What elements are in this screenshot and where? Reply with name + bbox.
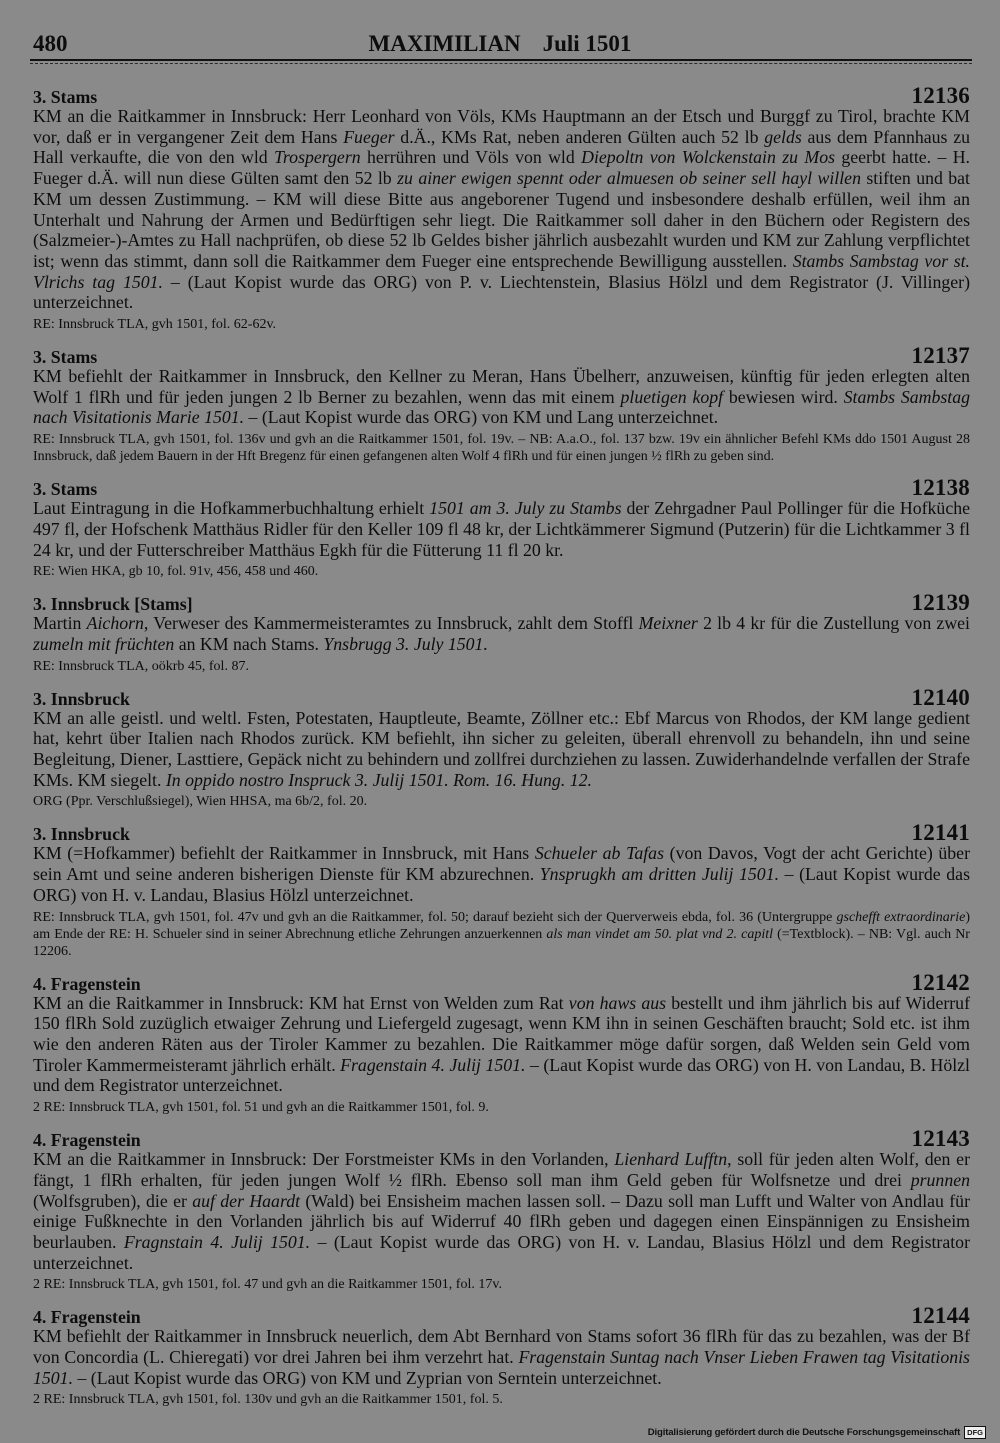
italic-segment: Diepoltn von Wolckenstain zu Mos: [581, 147, 835, 168]
entry-heading: [33, 1126, 970, 1152]
credit-text: Digitalisierung gefördert durch die Deutsche Forschungsgemeinschaft: [647, 1426, 961, 1438]
entry-date-place: 3. Innsbruck: [33, 688, 130, 709]
text-segment: , Verweser des Kammermeisteramtes zu Innsbruck, zahlt dem Stoffl: [143, 613, 639, 634]
running-title-name: MAXIMILIAN: [368, 31, 521, 56]
entry-source-note: [33, 316, 970, 333]
text-segment: (=Textblock). – NB: Vgl. auch Nr 12206.: [33, 926, 970, 959]
text-segment: – (Laut Kopist wurde das ORG) von H. v. Landau, Blasius Hölzl unterzeichnet.: [33, 864, 970, 905]
italic-segment: Schueler ab Tafas: [534, 843, 664, 864]
entry-number: 12143: [911, 1126, 970, 1152]
header-rule-dashed: [30, 63, 972, 64]
text-segment: d.Ä., KMs Rat, neben anderen Gülten auch 52 lb: [394, 126, 765, 147]
entry-number: 12138: [911, 475, 970, 501]
text-segment: – (Laut Kopist wurde das ORG) von H. von Landau, B. Hölzl und dem Registrator unterzeichnet.: [33, 1054, 970, 1096]
entry-heading: [33, 343, 970, 369]
text-segment: (Wald) bei Ensisheim machen lassen soll. – Dazu soll man Lufft und Walter von Andlau für einige Fußknechte in den Vorlanden jährlich bis auf Widerruf 40 flRh geben und dagegen einen Einspännigen zu Ensisheim beurlauben.: [33, 1190, 970, 1252]
entry-heading: [33, 820, 970, 846]
text-segment: KM an die Raitkammer in Innsbruck: Der Forstmeister KMs in den Vorlanden,: [33, 1149, 615, 1170]
text-segment: aus dem Pfannhaus zu Hall verkaufte, die von den wld: [33, 126, 970, 168]
text-segment: – (Laut Kopist wurde das ORG) von KM und Zyprian von Serntein unterzeichnet.: [73, 1367, 662, 1388]
regest-entry: [33, 822, 970, 959]
italic-segment: Ynsprugkh am dritten Julij 1501.: [539, 864, 780, 885]
entry-heading: [33, 684, 970, 710]
italic-segment: 1501 am 3. July zu Stambs: [429, 498, 622, 519]
text-segment: geerbt hatte. – H. Fueger d.Ä. will nun diese Gülten samt den 52 lb: [33, 147, 970, 189]
regest-entry: [33, 85, 970, 333]
running-title-date: Juli 1501: [542, 31, 632, 56]
text-segment: RE: Innsbruck TLA, oökrb 45, fol. 87.: [33, 658, 249, 674]
entry-date-place: 3. Stams: [33, 479, 98, 500]
italic-segment: Meixner: [638, 613, 698, 634]
italic-segment: zu ainer ewigen spennt oder almuesen ob seiner sell hayl willen: [397, 168, 861, 189]
entry-text: [33, 498, 970, 560]
italic-segment: auf der Haardt: [192, 1190, 301, 1211]
text-segment: Martin: [33, 613, 87, 634]
text-segment: KM (=Hofkammer) befiehlt der Raitkammer in Innsbruck, mit Hans: [33, 843, 535, 864]
entry-source-note: [33, 909, 970, 960]
text-segment: stiften und bat KM um dessen Zustimmung. – KM will diese Bitte aus angeborener Tugend und insbesondere deshalb erfüllen, weil ihm an Unterhalt und Nahrung der Armen und Bedürftigen sehr liegt. Die Raitkammer soll daher in den Büchern oder Registern des (Salzmeier-)-Amtes zu Hall nachprüfen, ob diese 52 lb Geldes bisher jährlich ausbezahlt wurden und KM zur Zahlung verpflichtet ist; wenn das stimmt, dann soll die Raitkammer dem Fueger eine entsprechende Bewilligung ausstellen.: [33, 168, 970, 271]
entry-text: [33, 843, 970, 905]
text-segment: KM an die Raitkammer in Innsbruck: KM hat Ernst von Welden zum Rat: [33, 992, 569, 1013]
regest-entry: [33, 345, 970, 465]
regest-entry: [33, 477, 970, 580]
italic-segment: Trospergern: [274, 147, 361, 168]
entry-number: 12141: [911, 820, 970, 846]
text-segment: 2 RE: Innsbruck TLA, gvh 1501, fol. 47 und gvh an die Raitkammer 1501, fol. 17v.: [33, 1277, 502, 1293]
text-segment: bestellt und ihm jährlich bis auf Widerruf 150 flRh Sold zuzüglich etwaiger Zehrung und Liefergeld zugesagt, wenn KM ihn in seinen Geschäften braucht; Sold etc. ist ihm wie den anderen Räten aus der Tiroler Kammer zu bezahlen. Die Raitkammer möge dafür sorgen, daß Welden sein Geld vom Tiroler Kammermeisteramt jährlich erhält.: [33, 992, 970, 1075]
entry-number: 12139: [911, 590, 970, 616]
entry-date-place: 4. Fragenstein: [33, 1130, 141, 1151]
entry-source-note: [33, 1391, 970, 1408]
italic-segment: gelds: [764, 126, 802, 147]
text-segment: KM befiehlt der Raitkammer in Innsbruck neuerlich, dem Abt Bernhard von Stams sofort 36 flRh für das zu bezahlen, was der Bf von Concordia (L. Chieregati) vor drei Jahren bei ihm verzehrt hat.: [33, 1326, 970, 1368]
entry-text: [33, 993, 970, 1097]
entry-date-place: 3. Innsbruck: [33, 824, 130, 845]
italic-segment: Fueger: [343, 126, 395, 147]
entry-heading: [33, 590, 970, 616]
italic-segment: Lienhard Lufftn: [614, 1149, 728, 1170]
text-segment: herrühren und Völs von wld: [360, 147, 582, 168]
italic-segment: Ynsbrugg 3. July 1501.: [323, 633, 488, 654]
text-segment: RE: Wien HKA, gb 10, fol. 91v, 456, 458 und 460.: [33, 564, 319, 580]
text-segment: , soll für jeden alten Wolf, den er fängt, 1 flRh erhalten, für jeden jungen Wolf ½ flRh. Ebenso soll man ihm Geld geben für Wolfsnetze und drei: [33, 1149, 970, 1190]
italic-segment: gschefft extraordinarie: [836, 909, 966, 925]
entry-heading: [33, 85, 970, 106]
entry-source-note: [33, 658, 970, 675]
entry-text: [33, 1326, 970, 1388]
text-segment: bewiesen wird.: [723, 386, 844, 407]
text-segment: – (Laut Kopist wurde das ORG) von P. v. Liechtenstein, Blasius Hölzl und dem Registrator (J. Villinger) unterzeichnet.: [33, 271, 971, 313]
running-title: [0, 30, 1000, 57]
italic-segment: In oppido nostro Inspruck 3. Julij 1501. Rom. 16. Hung. 12.: [165, 769, 592, 790]
entry-source-note: [33, 793, 970, 810]
italic-segment: Aichorn: [86, 613, 144, 634]
entry-date-place: 4. Fragenstein: [33, 973, 141, 994]
entry-text: [33, 106, 970, 313]
italic-segment: Fragenstain 4. Julij 1501.: [340, 1054, 526, 1075]
entry-number: 12144: [911, 1303, 970, 1329]
text-segment: 2 RE: Innsbruck TLA, gvh 1501, fol. 51 und gvh an die Raitkammer 1501, fol. 9.: [33, 1100, 489, 1116]
italic-segment: zumeln mit früchten: [33, 633, 175, 654]
entry-source-note: [33, 1099, 970, 1116]
italic-segment: Stambs Sambstag vor st. Vlrichs tag 1501.: [33, 250, 971, 292]
italic-segment: prunnen: [910, 1169, 970, 1190]
entry-source-note: [33, 1276, 970, 1293]
entry-date-place: 3. Innsbruck [Stams]: [33, 594, 193, 615]
entry-date-place: 3. Stams: [33, 347, 98, 368]
digitization-credit: [648, 1426, 986, 1439]
text-segment: KM befiehlt der Raitkammer in Innsbruck, den Kellner zu Meran, Hans Übelherr, anzuweisen, künftig für jeden erlegten alten Wolf 1 flRh und für jeden jungen 2 lb Berner zu bezahlen, wenn das mit einem: [33, 366, 970, 407]
entry-number: 12137: [911, 343, 970, 369]
entry-text: [33, 613, 970, 654]
header-rule: [30, 59, 972, 61]
entry-date-place: 4. Fragenstein: [33, 1307, 141, 1328]
text-segment: KM an die Raitkammer in Innsbruck: Herr Leonhard von Völs, KMs Hauptmann an der Etsch und Burggf zu Tirol, brachte KM vor, daß er in vergangener Zeit dem Hans: [33, 106, 970, 147]
entry-number: 12140: [911, 684, 970, 710]
text-segment: KM an alle geistl. und weltl. Fsten, Potestaten, Hauptleute, Beamte, Zöllner etc.: Ebf Marcus von Rhodos, der KM lange gedient hat, kehrt über Italien nach Rhodos zurück. KM befiehlt, ihn sicher zu geleiten, überall ehrenvoll zu behandeln, ihn und seine Begleitung, Diener, Lasttiere, Gepäck nicht zu behindern und zollfrei durchziehen zu lassen. Zuwiderhandelnde verfallen der Strafe KMs. KM siegelt.: [33, 707, 970, 790]
text-segment: ORG (Ppr. Verschlußsiegel), Wien HHSA, ma 6b/2, fol. 20.: [33, 794, 368, 810]
regest-entry: [33, 969, 970, 1117]
italic-segment: als man vindet am 50. plat vnd 2. capitl: [546, 926, 773, 942]
regest-entry: [33, 592, 970, 674]
entry-text: [33, 366, 970, 428]
entry-heading: [33, 969, 970, 995]
italic-segment: pluetigen kopf: [620, 386, 724, 407]
text-segment: – (Laut Kopist wurde das ORG) von H. v. Landau, Blasius Hölzl und dem Registrator unterzeichnet.: [33, 1231, 970, 1273]
text-segment: 2 RE: Innsbruck TLA, gvh 1501, fol. 130v und gvh an die Raitkammer 1501, fol. 5.: [33, 1392, 503, 1408]
text-segment: (Wolfsgruben), die er: [33, 1190, 193, 1211]
page-number: 480: [33, 31, 68, 56]
regest-entry: [33, 1128, 970, 1293]
text-segment: RE: Innsbruck TLA, gvh 1501, fol. 62-62v.: [33, 317, 277, 333]
text-segment: an KM nach Stams.: [174, 633, 324, 654]
entry-source-note: [33, 563, 970, 580]
regest-entry: [33, 1305, 970, 1408]
entry-heading: [33, 475, 970, 501]
text-segment: (von Davos, Vogt der acht Gerichte) über sein Amt und seine anderen bisherigen Dienste für KM abzurechnen.: [33, 843, 970, 885]
text-segment: 2 lb 4 kr für die Zustellung von zwei: [697, 613, 970, 634]
text-segment: RE: Innsbruck TLA, gvh 1501, fol. 136v und gvh an die Raitkammer 1501, fol. 19v. – NB: A.a.O., fol. 137 bzw. 19v ein ähnlicher Befehl KMs ddo 1501 August 28 Innsbruck, daß jedem Bauern in der Hft Bregenz für einen gefangenen alten Wolf 4 flRh und für einen jungen ½ flRh zu geben sind.: [33, 432, 970, 465]
entry-date-place: 3. Stams: [33, 87, 98, 107]
dfg-logo: DFG: [964, 1426, 986, 1439]
italic-segment: von haws aus: [568, 992, 667, 1013]
text-segment: RE: Innsbruck TLA, gvh 1501, fol. 47v und gvh an die Raitkammer, fol. 50; darauf bezieht sich der Querverweis ebda, fol. 36 (Untergruppe: [33, 909, 837, 925]
entry-number: 12136: [911, 83, 970, 108]
entry-number: 12142: [911, 969, 970, 995]
entry-source-note: [33, 431, 970, 465]
entries-list: [33, 85, 970, 1408]
text-segment: der Zehrgadner Paul Pollinger für die Hofküche 497 fl, der Hofschenk Matthäus Ridler für den Keller 109 fl 48 kr, der Lichtkämmerer Sigmund (Putzerin) für die Lichtkammer 3 fl 24 kr, und der Futterschreiber Matthäus Egkh für die Fütterung 11 fl 20 kr.: [33, 498, 970, 560]
italic-segment: Fragenstain Suntag nach Vnser Lieben Frawen tag Visitationis 1501.: [33, 1347, 970, 1388]
text-segment: Laut Eintragung in die Hofkammerbuchhaltung erhielt: [33, 498, 430, 519]
italic-segment: Stambs Sambstag nach Visitationis Marie 1501.: [33, 386, 970, 428]
text-segment: ) am Ende der RE: H. Schueler sind in seiner Abrechnung etliche Zehrungen anzuerkennen: [33, 909, 970, 942]
text-segment: – (Laut Kopist wurde das ORG) von KM und Lang unterzeichnet.: [244, 407, 719, 428]
entry-heading: [33, 1303, 970, 1329]
entry-text: [33, 1149, 970, 1273]
entry-text: [33, 708, 970, 791]
regest-entry: [33, 684, 970, 811]
italic-segment: Fragnstain 4. Julij 1501.: [123, 1231, 311, 1252]
